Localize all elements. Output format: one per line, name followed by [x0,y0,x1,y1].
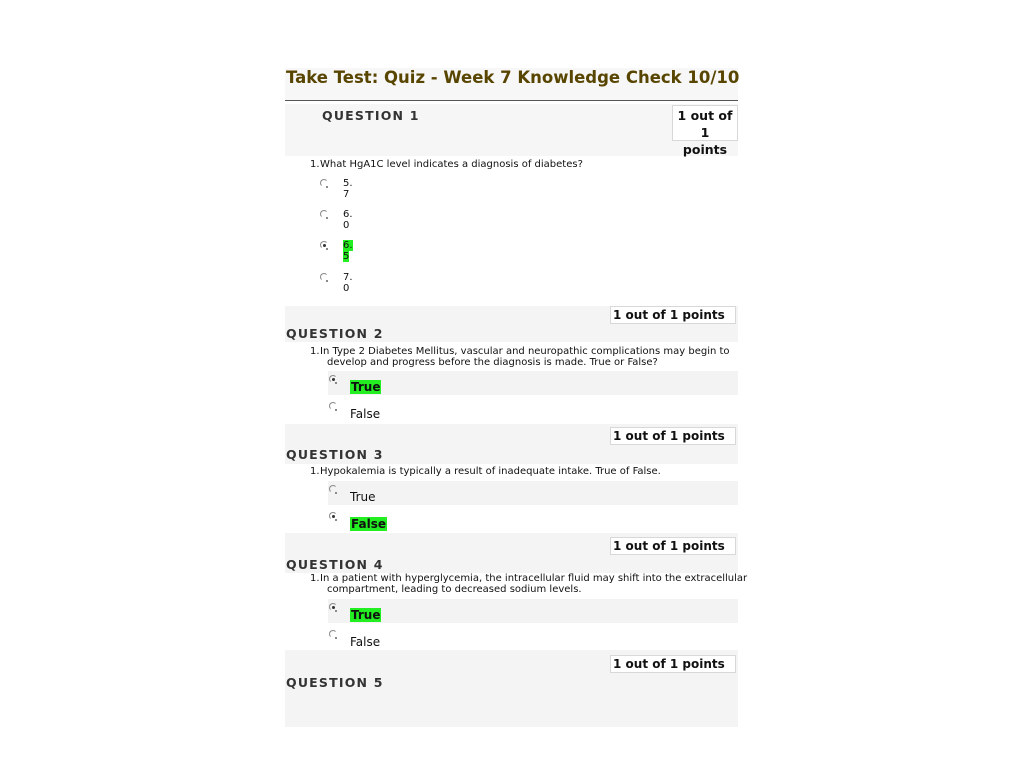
question-4-label: QUESTION 4 [286,557,384,572]
answer-option-3[interactable] [320,240,360,264]
question-2-points-badge: 1 out of 1 points [610,306,736,324]
question-4-text [310,573,747,595]
radio-icon [326,280,328,282]
question-2-text [310,346,730,368]
answer-option-1[interactable] [320,178,360,202]
radio-icon [335,409,337,411]
option-label-part: 6. [343,240,353,251]
option-label-part: 5 [343,251,350,262]
answer-label: True [350,490,376,504]
option-label [343,272,357,294]
option-label-part: 7. [343,272,353,283]
question-1-points-badge [672,105,738,157]
answer-row-true[interactable] [328,371,738,395]
radio-icon [335,610,337,612]
answer-option-4[interactable] [320,272,360,296]
radio-icon [335,637,337,639]
question-5-points-badge: 1 out of 1 points [610,655,736,673]
question-prompt-line-1: In a patient with hyperglycemia, the intracellular fluid may shift into the extracellular [320,573,748,584]
option-label-part: 5. [343,178,353,189]
answer-row-true[interactable] [328,599,738,623]
points-line-1: 1 out of 1 [677,108,733,140]
question-number: 1. [310,346,320,357]
option-label [343,178,357,200]
question-prompt: What HgA1C level indicates a diagnosis of diabetes? [320,159,583,170]
option-label-part: 0 [343,283,350,294]
question-1-text [310,159,583,170]
radio-icon [335,519,337,521]
question-5-label: QUESTION 5 [286,675,384,690]
question-3-text [310,466,661,477]
title-divider [285,100,738,101]
question-prompt: Hypokalemia is typically a result of inadequate intake. True of False. [320,466,661,477]
radio-icon [326,217,328,219]
radio-icon [326,186,328,188]
answer-row-false[interactable] [328,626,738,650]
answer-label-correct: False [351,517,386,531]
option-label [343,209,357,231]
radio-icon [335,382,337,384]
question-1-label: QUESTION 1 [322,108,420,123]
question-3-points-badge: 1 out of 1 points [610,427,736,445]
answer-row-false[interactable] [328,398,738,422]
answer-option-2[interactable] [320,209,360,233]
radio-icon [326,248,328,250]
question-3-label: QUESTION 3 [286,447,384,462]
answer-label-correct: True [351,380,381,394]
option-label-part: 6. [343,209,353,220]
points-line-2: points [682,142,728,157]
answer-label-correct: True [351,608,381,622]
answer-label: False [350,407,381,421]
question-prompt-line-2: compartment, leading to decreased sodium levels. [327,584,582,595]
option-label-part: 0 [343,220,350,231]
question-number: 1. [310,159,320,170]
question-prompt-line-2: develop and progress before the diagnosis is made. True or False? [327,357,658,368]
option-label-part: 7 [343,189,350,200]
question-number: 1. [310,466,320,477]
page-title: Take Test: Quiz - Week 7 Knowledge Check 10/10 [286,68,740,87]
answer-row-false[interactable] [328,508,738,532]
question-2-label: QUESTION 2 [286,326,384,341]
question-prompt-line-1: In Type 2 Diabetes Mellitus, vascular and neuropathic complications may begin to [320,346,730,357]
question-4-points-badge: 1 out of 1 points [610,537,736,555]
option-label-correct [343,240,357,262]
answer-label: False [350,635,381,649]
radio-icon [335,492,337,494]
question-number: 1. [310,573,320,584]
answer-row-true[interactable] [328,481,738,505]
